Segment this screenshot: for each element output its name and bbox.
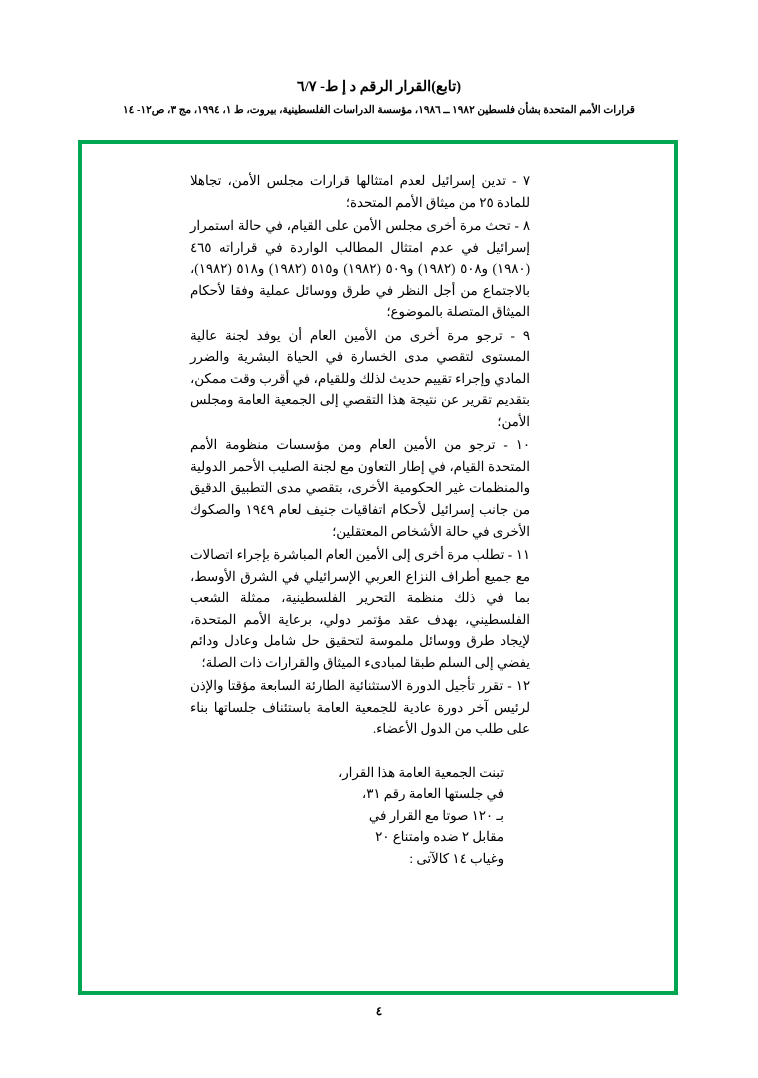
adoption-note <box>190 762 530 870</box>
adoption-line-1: تبنت الجمعية العامة هذا القرار، <box>337 764 504 780</box>
page-title: (تابع)القرار الرقم د إ ط- ٦/٧ <box>296 79 462 95</box>
adoption-line-3: بـ ١٢٠ صوتا مع القرار في <box>368 807 504 823</box>
paragraph-8: ٨ - تحث مرة أخرى مجلس الأمن على القيام، في حالة استمرار إسرائيل في عدم امتثال المطالب الواردة في قراراته ٤٦٥ (١٩٨٠) و٥٠٨ (١٩٨٢) و٥٠٩ (١٩٨٢) و٥١٥ (١٩٨٢) و٥١٨ (١٩٨٢)، بالاجتماع من أجل النظر في طرق ووسائل عملية وفقا لأحكام الميثاق المتصلة بالموضوع؛ <box>190 218 530 320</box>
paragraph-7: ٧ - تدين إسرائيل لعدم امتثالها قرارات مجلس الأمن، تجاهلا للمادة ٢٥ من ميثاق الأمم المتحدة؛ <box>190 173 530 210</box>
document-body <box>190 170 530 869</box>
paragraph-12: ١٢ - تقرر تأجيل الدورة الاستثنائية الطارئة السابعة مؤقتا والإذن لرئيس آخر دورة عادية للجمعية العامة باستئناف جلساتها بناء على طلب من الدول الأعضاء. <box>190 678 530 737</box>
paragraph-11: ١١ - تطلب مرة أخرى إلى الأمين العام المباشرة بإجراء اتصالات مع جميع أطراف النزاع العربي الإسرائيلي في الشرق الأوسط، بما في ذلك منظمة التحرير الفلسطينية، ممثلة الشعب الفلسطيني، بهدف عقد مؤتمر دولي، برعاية الأمم المتحدة، لإيجاد طرق ووسائل ملموسة لتحقيق حل شامل وعادل ودائم يفضي إلى السلم طبقا لمبادىء الميثاق والقرارات ذات الصلة؛ <box>190 547 530 670</box>
adoption-line-2: في جلستها العامة رقم ٣١، <box>361 786 504 802</box>
paragraph-10: ١٠ - ترجو من الأمين العام ومن مؤسسات منظومة الأمم المتحدة القيام، في إطار التعاون مع لجنة الصليب الأحمر الدولية والمنظمات غير الحكومية الأخرى، بتقصي مدى التطبيق الدقيق من جانب إسرائيل لأحكام اتفاقيات جنيف لعام ١٩٤٩ والصكوك الأخرى في حالة الأشخاص المعتقلين؛ <box>190 437 530 539</box>
adoption-line-4: مقابل ٢ ضده وامتناع ٢٠ <box>375 829 504 845</box>
paragraph-9: ٩ - ترجو مرة أخرى من الأمين العام أن يوفد لجنة عالية المستوى لتقصي مدى الخسارة في الحياة البشرية والضرر المادي وإجراء تقييم حديث لذلك وللقيام، في أقرب وقت ممكن، بتقديم تقرير عن نتيجة هذا التقصي إلى الجمعية العامة ومجلس الأمن؛ <box>190 327 530 429</box>
page-header <box>0 78 758 117</box>
adoption-line-5: وغياب ١٤ كالآتى : <box>409 850 504 866</box>
page-source-line: قرارات الأمم المتحدة بشأن فلسطين ١٩٨٢ ــ ١٩٨٦، مؤسسة الدراسات الفلسطينية، بيروت، ط ١، ١٩٩٤، مج ٣، ص١٢- ١٤ <box>123 104 635 116</box>
page-number: ٤ <box>375 1004 383 1018</box>
